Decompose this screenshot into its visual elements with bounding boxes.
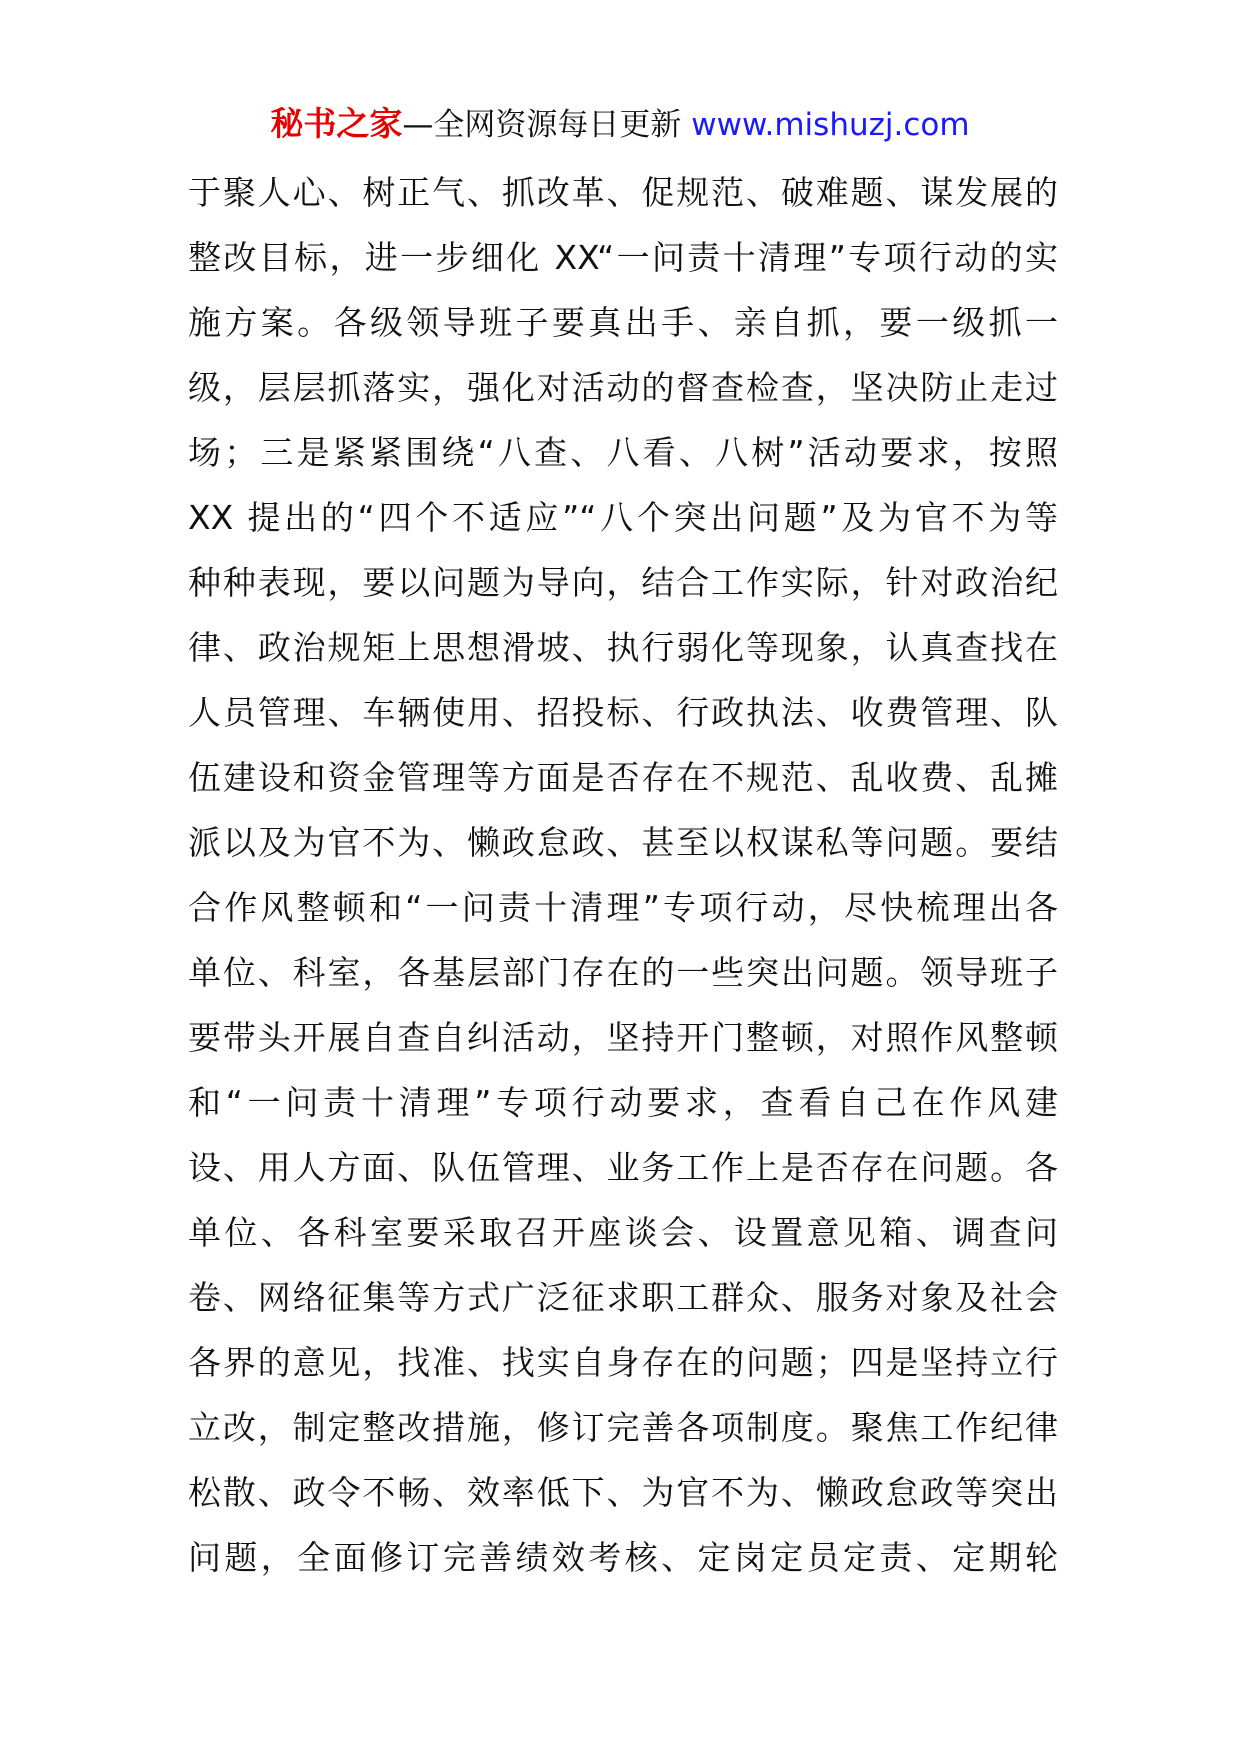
page-header xyxy=(0,104,1240,145)
text-line: 松散、政令不畅、效率低下、为官不为、懒政怠政等突出 xyxy=(188,1473,1058,1512)
text-line: 级，层层抓落实，强化对活动的督查检查，坚决防止走过 xyxy=(188,368,1058,407)
text-line: 设、用人方面、队伍管理、业务工作上是否存在问题。各 xyxy=(188,1148,1058,1187)
text-line: 要带头开展自查自纠活动，坚持开门整顿，对照作风整顿 xyxy=(188,1018,1058,1057)
text-line: 单位、各科室要采取召开座谈会、设置意见箱、调查问 xyxy=(188,1213,1058,1252)
site-url-link[interactable]: www.mishuzj.com xyxy=(691,107,970,143)
text-line: 立改，制定整改措施，修订完善各项制度。聚焦工作纪律 xyxy=(188,1408,1058,1447)
text-line: XX 提出的“四个不适应”“八个突出问题”及为官不为等 xyxy=(188,498,1058,537)
text-line: 问题，全面修订完善绩效考核、定岗定员定责、定期轮 xyxy=(188,1538,1058,1577)
text-line: 和“一问责十清理”专项行动要求，查看自己在作风建 xyxy=(188,1083,1058,1122)
document-body xyxy=(188,160,1058,1590)
text-line: 律、政治规矩上思想滑坡、执行弱化等现象，认真查找在 xyxy=(188,628,1058,667)
text-line: 人员管理、车辆使用、招投标、行政执法、收费管理、队 xyxy=(188,693,1058,732)
text-line: 派以及为官不为、懒政怠政、甚至以权谋私等问题。要结 xyxy=(188,823,1058,862)
text-line: 施方案。各级领导班子要真出手、亲自抓，要一级抓一 xyxy=(188,303,1058,342)
text-line: 卷、网络征集等方式广泛征求职工群众、服务对象及社会 xyxy=(188,1278,1058,1317)
brand-name: 秘书之家 xyxy=(270,104,403,143)
text-line: 场；三是紧紧围绕“八查、八看、八树”活动要求，按照 xyxy=(188,433,1058,472)
text-line: 合作风整顿和“一问责十清理”专项行动，尽快梳理出各 xyxy=(188,888,1058,927)
text-line: 各界的意见，找准、找实自身存在的问题；四是坚持立行 xyxy=(188,1343,1058,1382)
text-line: 整改目标，进一步细化 XX“一问责十清理”专项行动的实 xyxy=(188,238,1058,277)
header-tagline: —全网资源每日更新 xyxy=(402,107,692,143)
text-line: 于聚人心、树正气、抓改革、促规范、破难题、谋发展的 xyxy=(188,173,1058,212)
text-line: 伍建设和资金管理等方面是否存在不规范、乱收费、乱摊 xyxy=(188,758,1058,797)
text-line: 单位、科室，各基层部门存在的一些突出问题。领导班子 xyxy=(188,953,1058,992)
text-line: 种种表现，要以问题为导向，结合工作实际，针对政治纪 xyxy=(188,563,1058,602)
